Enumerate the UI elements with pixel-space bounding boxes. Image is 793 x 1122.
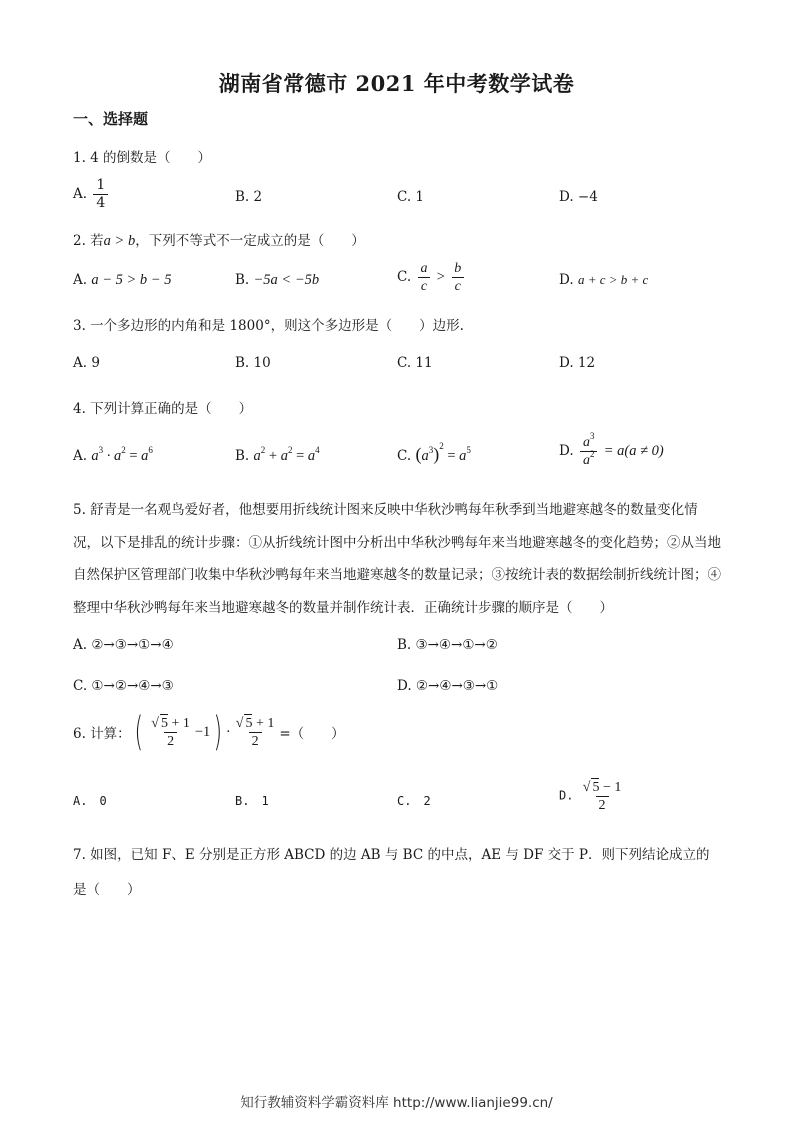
numerator: $a^3$ (582, 431, 595, 450)
question-5-option-d: D. ②→④→③→① (397, 678, 499, 694)
option-math: $a^3 \cdot a^2 = a^6$ (91, 445, 153, 464)
question-2-option-d (559, 272, 648, 288)
numerator: √ 5 + 1 (151, 716, 190, 731)
question-4-option-c (397, 441, 471, 465)
numerator: √ 5 − 1 (582, 780, 622, 795)
fraction (451, 260, 464, 295)
question-1-option-c: C. 1 (397, 189, 425, 205)
section-heading: 一、选择题 (73, 110, 149, 128)
question-2-option-c (397, 260, 466, 295)
fraction (580, 778, 625, 814)
question-7-line-1: 7. 如图，已知 F、E 分别是正方形 ABCD 的边 AB 与 BC 的中点，AE 与 DF 交于 P．则下列结论成立的 (73, 847, 710, 863)
question-6-option-c: C. 2 (397, 794, 431, 808)
page-title: 湖南省常德市 2021 年中考数学试卷 (218, 71, 575, 96)
numerator: b (454, 261, 462, 276)
relation: > (436, 269, 445, 285)
question-2-option-a (73, 272, 171, 289)
denominator: c (452, 277, 464, 295)
denominator: $a^2$ (580, 451, 598, 469)
question-3-option-b: B. 10 (235, 355, 271, 371)
stem-text: ，下列不等式不一定成立的是（ ） (135, 233, 365, 249)
fraction (417, 260, 430, 295)
option-label: A. (73, 448, 88, 464)
option-math: $a^2 + a^2 = a^4$ (253, 445, 320, 464)
question-2-option-b (235, 272, 319, 289)
question-4-option-a (73, 445, 153, 465)
numerator: √ 5 + 1 (235, 716, 275, 731)
question-4-stem: 4. 下列计算正确的是（ ） (73, 401, 253, 417)
option-label: C. (397, 269, 412, 285)
option-label: A. (73, 186, 88, 202)
question-7-line-2: 是（ ） (73, 882, 141, 898)
right-paren: ) (213, 709, 223, 755)
option-label: B. (235, 272, 250, 288)
option-math: a − 5 > b − 5 (91, 272, 172, 288)
fraction (93, 177, 108, 212)
option-math: a + c > b + c (577, 272, 649, 287)
question-4-option-d (559, 431, 664, 469)
left-paren: ( (134, 709, 143, 755)
question-5-text: 5. 舒青是一名观鸟爱好者，他想要用折线统计图来反映中华秋沙鸭每年秋季到当地避寒越冬的数量变化情况，以下是排乱的统计步骤：①从折线统计图中分析出中华秋沙鸭每年来当地避寒越冬的变化趋势；②从当地自然保护区管理部门收集中华秋沙鸭每年来当地避寒越冬的数量记录；③按统计表的数据绘制折线统计图；④整理中华秋沙鸭每年来当地避寒越冬的数量并制作统计表．正确统计步骤的顺序是（ ） (73, 502, 721, 616)
question-6-option-a: A. 0 (73, 794, 107, 808)
question-6-option-b: B. 1 (235, 794, 269, 808)
question-1-option-b: B. 2 (235, 189, 263, 205)
question-3-stem: 3. 一个多边形的内角和是 1800°，则这个多边形是（ ）边形. (73, 318, 464, 334)
question-1-option-a (73, 177, 110, 212)
fraction (148, 714, 193, 750)
question-5-option-b: B. ③→④→①→② (397, 637, 498, 653)
question-4-option-b (235, 445, 320, 465)
option-label: B. (235, 448, 250, 464)
stem-text: 6. 计算： (73, 726, 131, 742)
numerator: 1 (96, 177, 106, 193)
question-5-option-c: C. ①→②→④→③ (73, 678, 174, 694)
fraction (580, 431, 598, 469)
option-label: D. (559, 443, 574, 459)
question-3-option-d: D. 12 (559, 355, 596, 371)
dot-operator: · (225, 723, 231, 740)
denominator: c (418, 277, 430, 295)
question-1-option-d: D. −4 (559, 189, 598, 205)
stem-text: =（ ） (279, 726, 345, 742)
fraction (233, 714, 278, 750)
question-6-stem (73, 709, 345, 755)
question-5-option-a: A. ②→③→①→④ (73, 637, 174, 653)
option-label: C. (397, 448, 412, 464)
denominator: 2 (249, 732, 262, 750)
denominator: 4 (93, 194, 108, 212)
question-3-option-c: C. 11 (397, 355, 433, 371)
option-math: −5a < −5b (253, 272, 320, 288)
footer-watermark: 知行教辅资料学霸资料库 http://www.lianjie99.cn/ (240, 1095, 553, 1111)
numerator: a (420, 261, 428, 276)
option-label: D. (559, 272, 574, 288)
question-2-stem (73, 229, 365, 250)
stem-text: 2. 若 (73, 233, 104, 249)
denominator: 2 (596, 796, 609, 814)
option-math-tail: = a(a ≠ 0) (603, 443, 664, 459)
option-math: $(a^3)^2 = a^5$ (415, 441, 471, 464)
question-3-option-a: A. 9 (73, 355, 100, 371)
minus-one: −1 (194, 723, 211, 740)
option-label: A. (73, 272, 88, 288)
question-1-stem: 1. 4 的倒数是（ ） (73, 150, 212, 166)
question-6-option-d (559, 778, 626, 814)
stem-math: a > b (103, 233, 136, 249)
option-label: D. (559, 788, 574, 803)
denominator: 2 (164, 732, 177, 750)
